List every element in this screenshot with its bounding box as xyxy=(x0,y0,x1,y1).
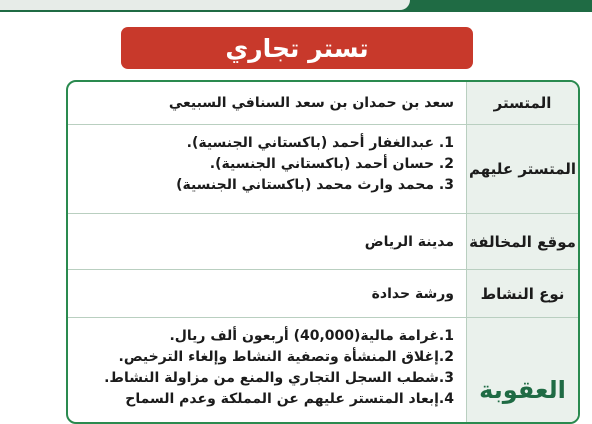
row-value-concealed-list xyxy=(68,125,466,213)
violation-details-table xyxy=(66,80,580,424)
list-item: 3. محمد وارث محمد (باكستاني الجنسية) xyxy=(176,177,454,193)
row-value-location: مدينة الرياض xyxy=(364,233,454,250)
row-value-activity: ورشة حدادة xyxy=(371,285,454,302)
row-value-concealer: سعد بن حمدان بن سعد السنافي السبيعي xyxy=(168,95,454,111)
row-concealer xyxy=(68,82,578,125)
list-item: 2. حسان أحمد (باكستاني الجنسية). xyxy=(209,156,454,172)
top-decorative-band-light xyxy=(0,0,410,10)
row-activity xyxy=(68,270,578,318)
list-item: 1. عبدالغفار أحمد (باكستاني الجنسية). xyxy=(186,135,454,151)
list-item: 1.غرامة مالية(40,000) أربعون ألف ريال. xyxy=(169,328,454,344)
list-item: 2.إغلاق المنشأة وتصفية النشاط وإلغاء الترخيص. xyxy=(118,349,454,365)
row-label-location: موقع المخالفة xyxy=(466,214,578,269)
row-location xyxy=(68,214,578,270)
row-value-penalty-list xyxy=(68,318,466,424)
list-item: 4.إبعاد المتستر عليهم عن المملكة وعدم السماح xyxy=(125,391,454,407)
list-item: 3.شطب السجل التجاري والمنع من مزاولة النشاط. xyxy=(104,370,454,386)
page-title: تستر تجاري xyxy=(121,27,473,69)
row-label-activity: نوع النشاط xyxy=(466,270,578,317)
row-label-concealer: المتستر xyxy=(466,82,578,124)
row-concealed xyxy=(68,125,578,214)
row-label-concealed: المتستر عليهم xyxy=(466,125,578,213)
row-penalty xyxy=(68,318,578,424)
row-label-penalty: العقوبة xyxy=(466,318,578,424)
